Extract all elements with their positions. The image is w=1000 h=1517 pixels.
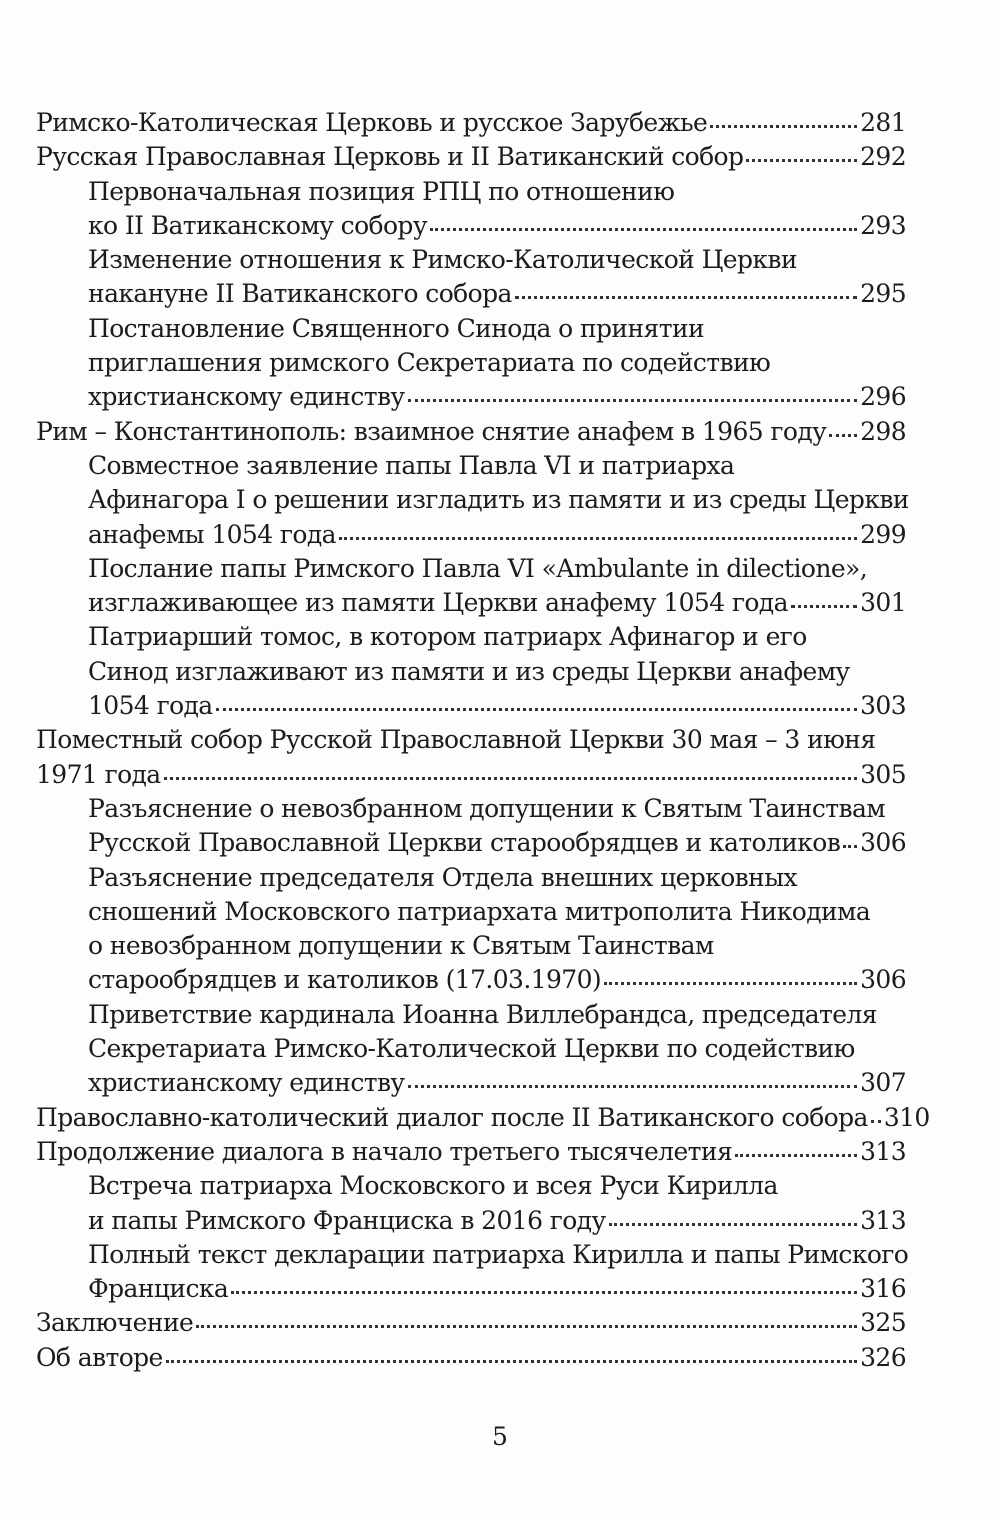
toc-entry[interactable] xyxy=(36,792,906,861)
toc-entry[interactable] xyxy=(36,620,906,723)
toc-entry-leader-row xyxy=(36,1135,906,1169)
toc-entry-title-line: Патриарший томос, в котором патриарх Афинагор и его xyxy=(88,622,807,652)
toc-entry-title-line: Разъяснение о невозбранном допущении к Святым Таинствам xyxy=(88,793,886,823)
toc-entry-leader-row xyxy=(88,277,906,311)
dot-leader xyxy=(746,158,857,162)
toc-entry-title-line: Приветствие кардинала Иоанна Виллебрандса, председателя xyxy=(88,999,877,1029)
toc-entry-title-line: изглаживающее из памяти Церкви анафему 1054 года xyxy=(88,588,788,618)
toc-entry-leader-row xyxy=(36,106,906,140)
toc-entry-title-line: и папы Римского Франциска в 2016 году xyxy=(88,1205,606,1235)
toc-entry-title-line: Римско-Католическая Церковь и русское Зарубежье xyxy=(36,108,708,137)
toc-entry-page-number: 307 xyxy=(860,1068,906,1098)
toc-entry-title-line: сношений Московского патриархата митрополита Никодима xyxy=(88,896,871,926)
dot-leader xyxy=(735,1153,857,1157)
toc-entry-leader-row xyxy=(88,689,906,723)
toc-entry-page-number: 306 xyxy=(860,828,906,858)
dot-leader xyxy=(216,707,857,711)
toc-entry-page-number: 298 xyxy=(860,416,906,446)
toc-entry-title-line: Разъяснение председателя Отдела внешних церковных xyxy=(88,862,798,892)
toc-entry-leader-row xyxy=(88,518,906,552)
dot-leader xyxy=(829,433,857,437)
toc-entry-page-number: 326 xyxy=(860,1342,906,1372)
dot-leader xyxy=(710,124,857,128)
table-of-contents xyxy=(36,106,930,1375)
toc-entry-title-line: Полный текст декларации патриарха Кирилла и папы Римского xyxy=(88,1239,909,1269)
dot-leader xyxy=(196,1324,857,1328)
toc-entry[interactable] xyxy=(36,723,906,792)
toc-entry[interactable] xyxy=(36,106,906,140)
toc-entry-title-line: Постановление Священного Синода о принятии xyxy=(88,313,705,343)
toc-entry-leader-row xyxy=(88,586,906,620)
toc-entry-page-number: 306 xyxy=(860,965,906,995)
dot-leader xyxy=(604,981,857,985)
toc-entry-title-line: Православно-католический диалог после II Ватиканского собора xyxy=(36,1102,868,1132)
toc-entry-page-number: 281 xyxy=(860,108,906,137)
toc-entry-leader-row xyxy=(36,758,906,792)
dot-leader xyxy=(609,1222,858,1226)
toc-entry-leader-row xyxy=(88,209,906,243)
toc-entry[interactable] xyxy=(36,552,906,621)
toc-entry-title-line: Продолжение диалога в начало третьего тысячелетия xyxy=(36,1136,733,1166)
dot-leader xyxy=(231,1290,857,1294)
toc-entry-title-line: ко II Ватиканскому собору xyxy=(88,210,427,240)
toc-entry[interactable] xyxy=(36,1341,906,1375)
toc-entry-title-line: приглашения римского Секретариата по содействию xyxy=(88,348,771,378)
toc-entry-page-number: 325 xyxy=(860,1308,906,1338)
toc-entry-page-number: 313 xyxy=(860,1136,906,1166)
toc-entry-title-line: Первоначальная позиция РПЦ по отношению xyxy=(88,176,675,206)
page-number: 5 xyxy=(492,1422,508,1451)
toc-entry-title-line: христианскому единству xyxy=(88,382,405,412)
toc-entry-leader-row xyxy=(88,826,906,860)
toc-entry-title-line: Поместный собор Русской Православной Церкви 30 мая – 3 июня xyxy=(36,725,876,755)
toc-entry[interactable] xyxy=(36,140,906,174)
toc-entry-title-line: Рим – Константинополь: взаимное снятие анафем в 1965 году xyxy=(36,416,827,446)
toc-entry-page-number: 303 xyxy=(860,691,906,721)
toc-entry-title-line: 1054 года xyxy=(88,691,213,721)
toc-entry-title-line: Изменение отношения к Римско-Католической Церкви xyxy=(88,245,797,275)
dot-leader xyxy=(430,227,857,231)
dot-leader xyxy=(871,1119,881,1123)
dot-leader xyxy=(408,1084,858,1088)
toc-entry-page-number: 292 xyxy=(860,142,906,172)
toc-entry-page-number: 295 xyxy=(860,279,906,309)
dot-leader xyxy=(515,295,857,299)
dot-leader xyxy=(791,604,857,608)
toc-entry-leader-row xyxy=(36,140,906,174)
toc-entry-page-number: 316 xyxy=(860,1274,906,1304)
toc-entry-leader-row xyxy=(88,963,906,997)
toc-entry[interactable] xyxy=(36,1135,906,1169)
toc-entry-title-line: анафемы 1054 года xyxy=(88,519,336,549)
toc-entry-leader-row xyxy=(36,415,906,449)
dot-leader xyxy=(164,776,857,780)
toc-entry-title-line: Совместное заявление папы Павла VI и патриарха xyxy=(88,450,735,480)
toc-entry-leader-row xyxy=(88,1204,906,1238)
toc-entry-title-line: Афинагора I о решении изгладить из памяти и из среды Церкви xyxy=(88,485,909,515)
toc-entry-leader-row xyxy=(88,1066,906,1100)
toc-entry[interactable] xyxy=(36,1238,909,1307)
toc-entry[interactable] xyxy=(36,415,906,449)
toc-entry-title-line: Франциска xyxy=(88,1274,229,1304)
toc-entry[interactable] xyxy=(36,1101,930,1135)
toc-entry-leader-row xyxy=(88,380,906,414)
toc-entry-page-number: 293 xyxy=(860,210,906,240)
toc-entry-page-number: 301 xyxy=(860,588,906,618)
toc-entry-page-number: 296 xyxy=(860,382,906,412)
toc-entry-title-line: 1971 года xyxy=(36,759,161,789)
toc-entry[interactable] xyxy=(36,998,906,1101)
toc-entry-leader-row xyxy=(36,1341,906,1375)
toc-entry[interactable] xyxy=(36,312,906,415)
toc-entry-title-line: Русской Православной Церкви старообрядцев и католиков xyxy=(88,828,841,858)
toc-entry[interactable] xyxy=(36,1169,906,1238)
toc-entry[interactable] xyxy=(36,861,906,998)
toc-entry-title-line: Секретариата Римско-Католической Церкви по содействию xyxy=(88,1034,855,1064)
toc-entry-title-line: Русская Православная Церковь и II Ватиканский собор xyxy=(36,142,744,172)
dot-leader xyxy=(843,844,857,848)
dot-leader xyxy=(408,398,858,402)
toc-entry-title-line: Встреча патриарха Московского и всея Руси Кирилла xyxy=(88,1171,778,1201)
toc-entry[interactable] xyxy=(36,175,906,244)
toc-entry-title-line: накануне II Ватиканского собора xyxy=(88,279,512,309)
toc-entry-title-line: христианскому единству xyxy=(88,1068,405,1098)
toc-entry[interactable] xyxy=(36,243,906,312)
toc-entry[interactable] xyxy=(36,1306,906,1340)
toc-entry-leader-row xyxy=(36,1101,930,1135)
dot-leader xyxy=(166,1359,857,1363)
toc-entry-title-line: Послание папы Римского Павла VI «Ambulante in dilectione», xyxy=(88,553,868,583)
toc-entry-page-number: 310 xyxy=(883,1102,930,1132)
toc-entry-leader-row xyxy=(88,1272,906,1306)
toc-entry-title-line: Об авторе xyxy=(36,1342,163,1372)
toc-entry-page-number: 313 xyxy=(860,1205,906,1235)
toc-entry-page-number: 305 xyxy=(860,759,906,789)
toc-entry-title-line: о невозбранном допущении к Святым Таинствам xyxy=(88,931,714,961)
toc-entry-title-line: старообрядцев и католиков (17.03.1970) xyxy=(88,965,602,995)
toc-entry-page-number: 299 xyxy=(860,519,906,549)
toc-entry-title-line: Заключение xyxy=(36,1308,194,1338)
toc-entry-leader-row xyxy=(36,1306,906,1340)
dot-leader xyxy=(339,536,857,540)
toc-entry[interactable] xyxy=(36,449,909,552)
toc-entry-title-line: Синод изглаживают из памяти и из среды Церкви анафему xyxy=(88,656,850,686)
